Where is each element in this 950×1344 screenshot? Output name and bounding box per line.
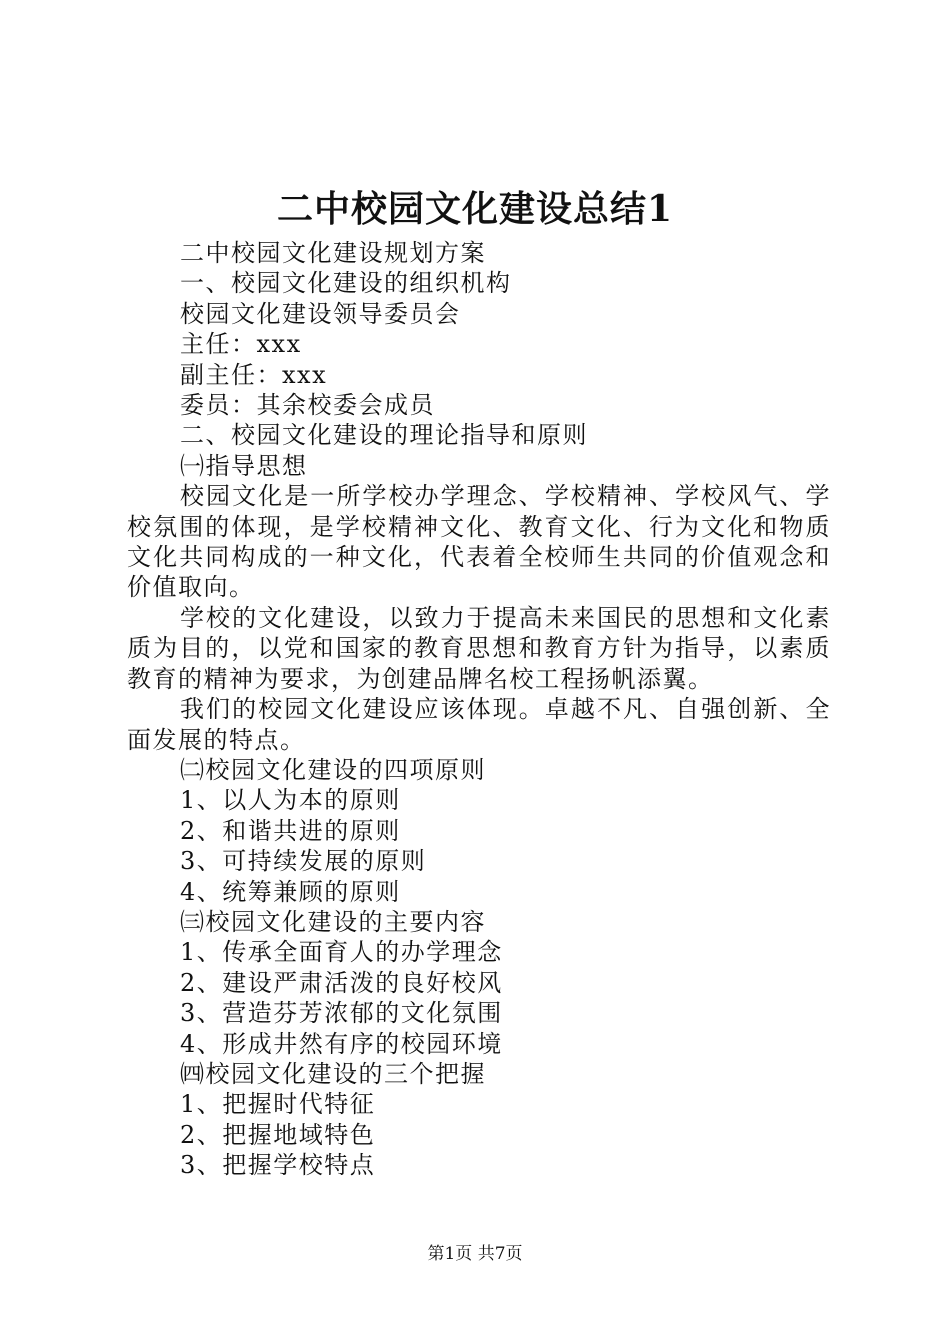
text-line: 主任：xxx [180,330,302,359]
text-line: 副主任：xxx [180,360,328,389]
list-item: 1、传承全面育人的办学理念 [180,938,503,967]
page-footer: 第1页 共7页 [427,1244,523,1264]
text-line: 校园文化建设领导委员会 [180,299,461,328]
section-heading: 一、校园文化建设的组织机构 [180,269,512,298]
paragraph: 我们的校园文化建设应该体现。卓越不凡、自强创新、全面发展的特点。 [127,695,831,754]
document-body [127,238,831,1181]
subsection-heading: ㈣校园文化建设的三个把握 [180,1059,486,1088]
subsection-heading: ㈢校园文化建设的主要内容 [180,907,486,936]
list-item: 3、把握学校特点 [180,1151,376,1180]
list-item: 2、建设严肃活泼的良好校风 [180,968,503,997]
list-item: 2、和谐共进的原则 [180,816,401,845]
list-item: 2、把握地域特色 [180,1120,376,1149]
list-item: 4、形成井然有序的校园环境 [180,1029,503,1058]
text-line: 委员：其余校委会成员 [180,391,435,420]
subsection-heading: ㈡校园文化建设的四项原则 [180,755,486,784]
document-title: 二中校园文化建设总结1 [276,188,674,230]
section-heading: 二、校园文化建设的理论指导和原则 [180,421,588,450]
list-item: 1、以人为本的原则 [180,786,401,815]
list-item: 3、可持续发展的原则 [180,847,427,876]
paragraph: 校园文化是一所学校办学理念、学校精神、学校风气、学校氛围的体现，是学校精神文化、教育文化、行为文化和物质文化共同构成的一种文化，代表着全校师生共同的价值观念和价值取向。 [127,482,831,602]
list-item: 1、把握时代特征 [180,1090,376,1119]
subsection-heading: ㈠指导思想 [180,451,308,480]
list-item: 4、统筹兼顾的原则 [180,877,401,906]
paragraph: 学校的文化建设，以致力于提高未来国民的思想和文化素质为目的，以党和国家的教育思想和教育方针为指导，以素质教育的精神为要求，为创建品牌名校工程扬帆添翼。 [127,603,831,693]
text-line: 二中校园文化建设规划方案 [180,239,486,267]
list-item: 3、营造芬芳浓郁的文化氛围 [180,999,503,1028]
